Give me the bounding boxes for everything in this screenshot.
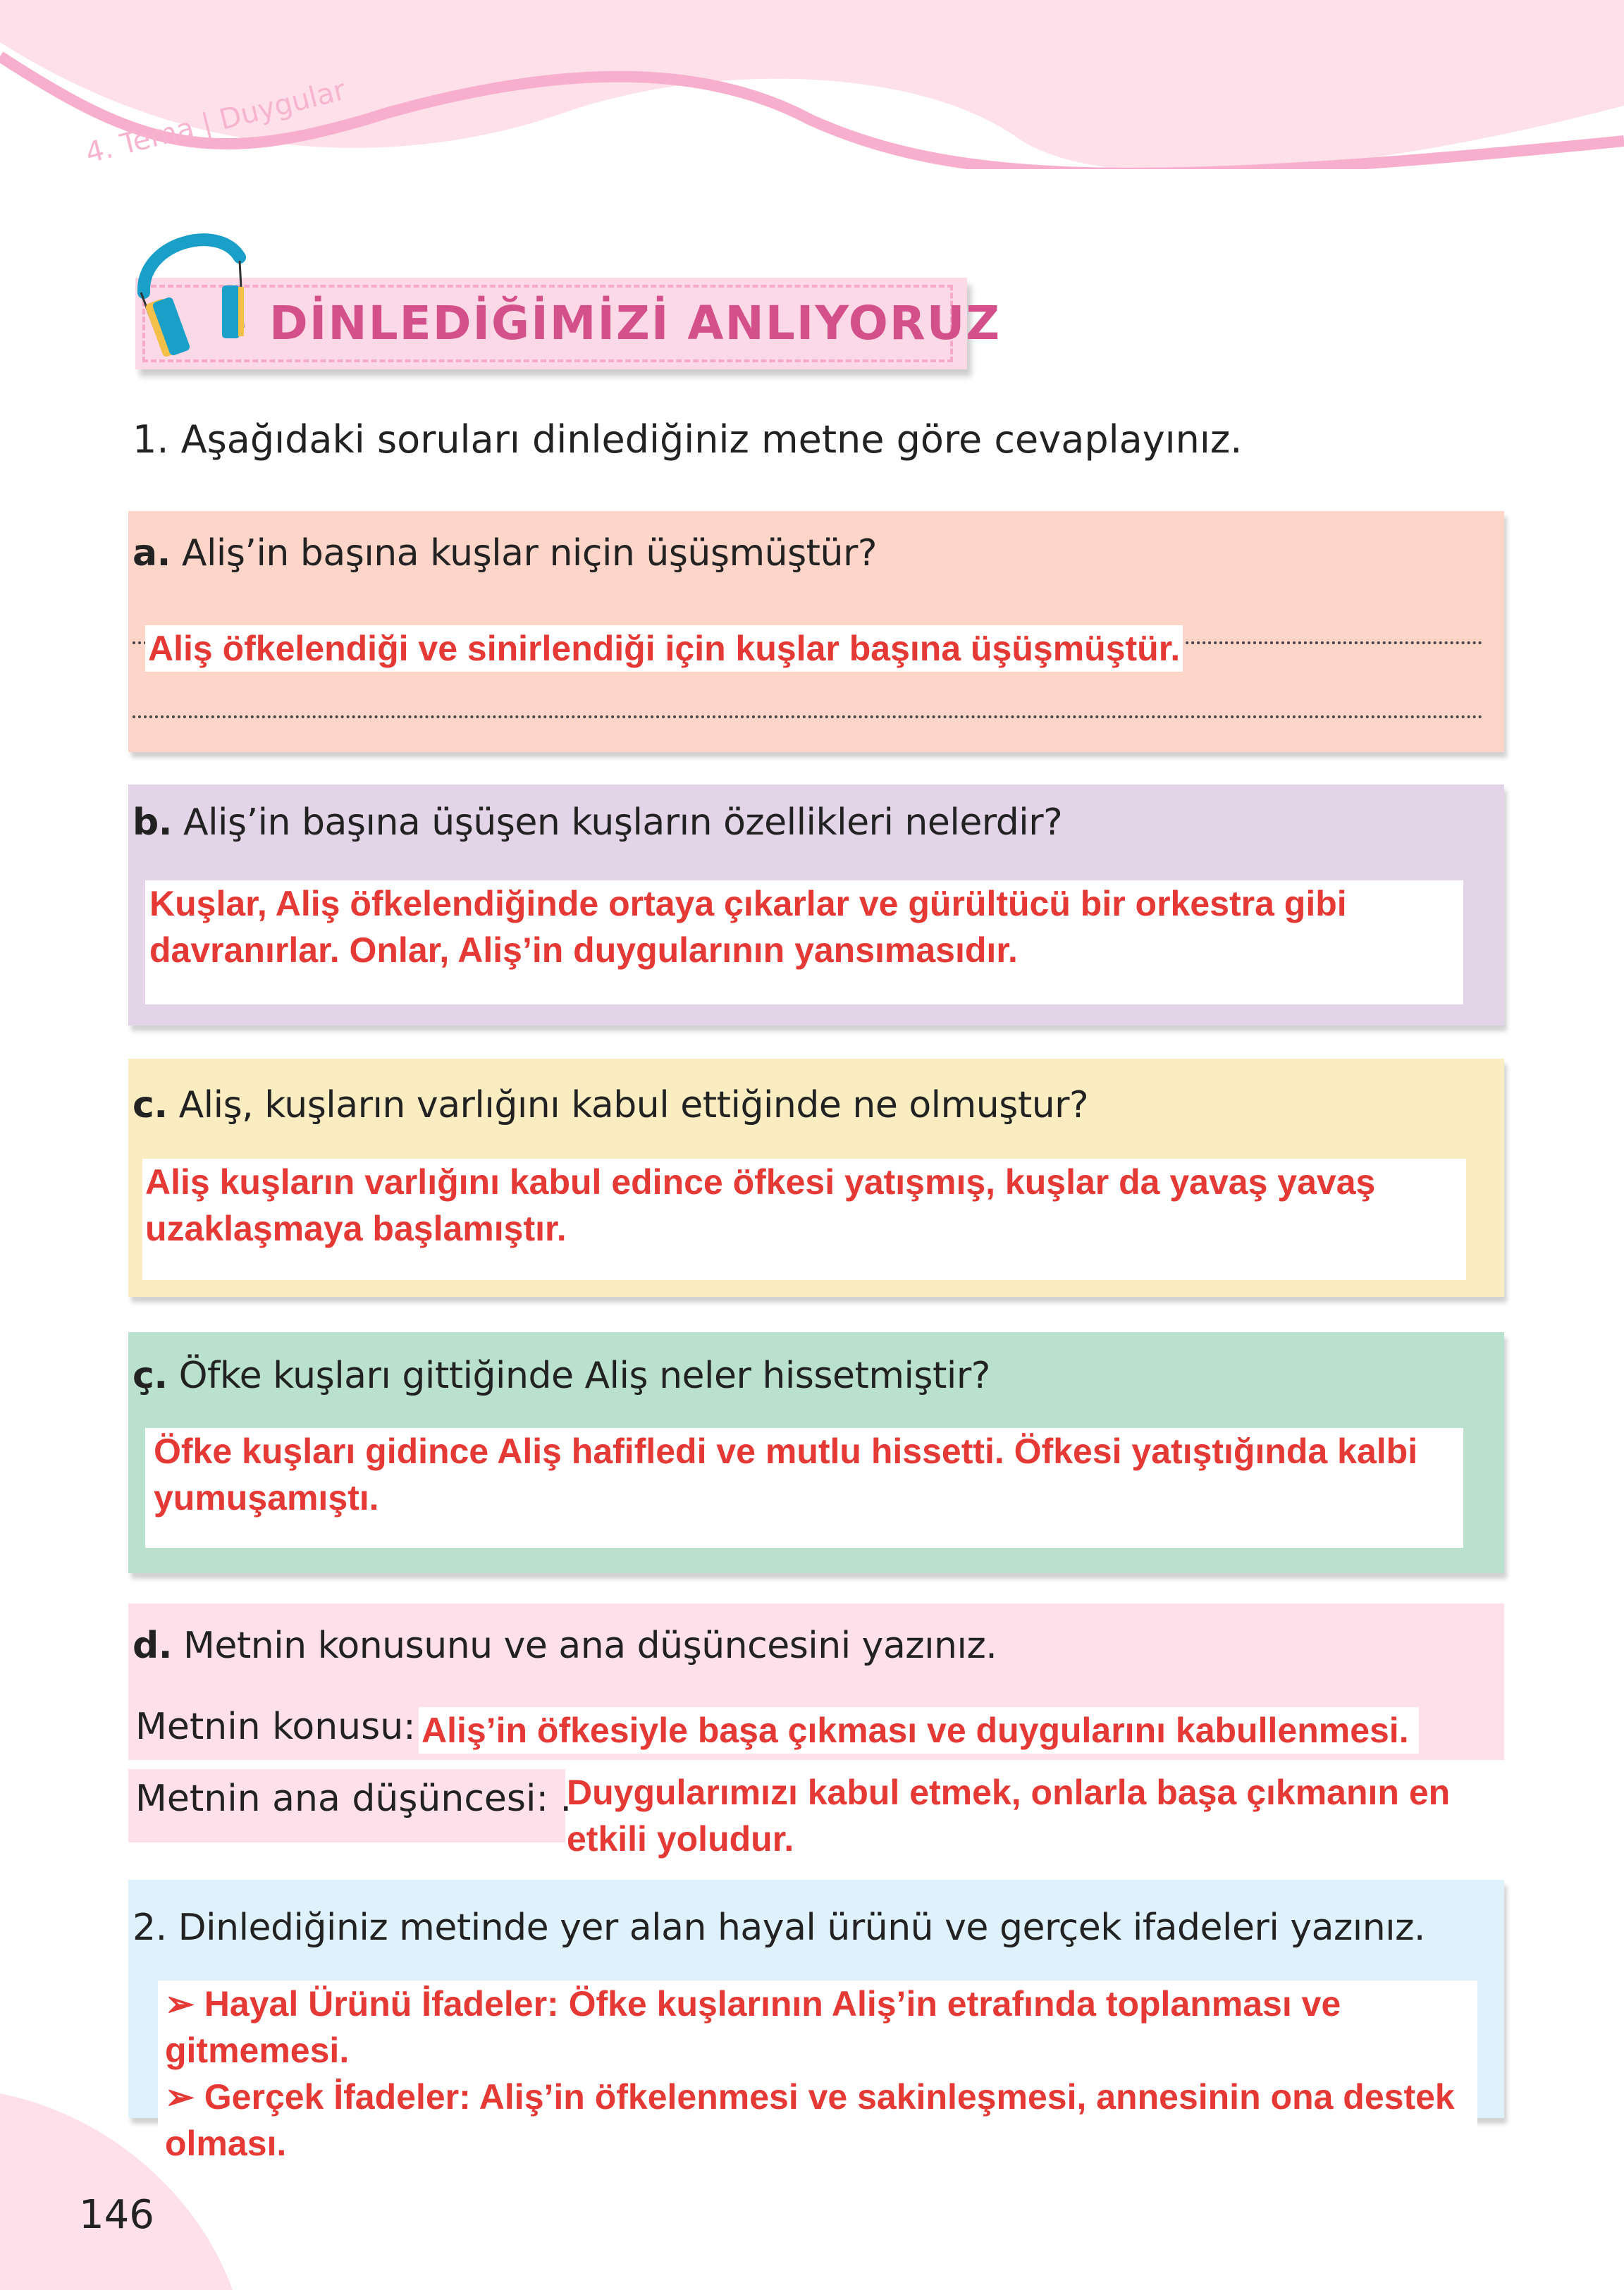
- question-b-card: [128, 784, 1504, 1026]
- question-c-cedilla-card: [128, 1332, 1504, 1573]
- main-idea-label: Metnin ana düşüncesi: .: [135, 1778, 572, 1820]
- question-letter: c.: [133, 1084, 168, 1126]
- instruction: 1. Aşağıdaki soruları dinlediğiniz metne göre cevaplayınız.: [133, 417, 1243, 462]
- question-a-card: [128, 511, 1504, 752]
- question-d-card: [128, 1603, 1504, 1702]
- question-letter: b.: [133, 801, 172, 844]
- topic-label: Metnin konusu:: [135, 1706, 416, 1748]
- question-text: Öfke kuşları gittiğinde Aliş neler hissetmiştir?: [178, 1355, 990, 1397]
- answer-c: Aliş kuşların varlığını kabul edince öfkesi yatışmış, kuşlar da yavaş yavaş uzaklaşmaya başlamıştır.: [142, 1159, 1466, 1280]
- answer-2-real: ➢ Gerçek İfadeler: Aliş’in öfkelenmesi ve sakinleşmesi, annesinin ona destek olması.: [158, 2074, 1477, 2167]
- topic-answer: Aliş’in öfkesiyle başa çıkması ve duygularını kabullenmesi.: [419, 1707, 1419, 1754]
- header-wave: [0, 0, 1624, 169]
- question-2-text: 2. Dinlediğiniz metinde yer alan hayal ürünü ve gerçek ifadeleri yazınız.: [133, 1907, 1425, 1949]
- question-text: Aliş’in başına üşüşen kuşların özellikleri nelerdir?: [183, 801, 1063, 844]
- theme-label: 4. Tema | Duygular: [82, 73, 349, 171]
- answer-2-imaginary: ➢ Hayal Ürünü İfadeler: Öfke kuşlarının Aliş’in etrafında toplanması ve gitmemesi.: [158, 1981, 1477, 2074]
- question-c-card: [128, 1059, 1504, 1297]
- question-text: Metnin konusunu ve ana düşüncesini yazınız.: [183, 1625, 997, 1667]
- page-number: 146: [79, 2192, 154, 2238]
- answer-b: Kuşlar, Aliş öfkelendiğinde ortaya çıkarlar ve gürültücü bir orkestra gibi davranırlar. Onlar, Aliş’in duygularının yansımasıdır.: [145, 880, 1463, 1004]
- question-letter: a.: [133, 532, 171, 574]
- answer-c-cedilla: Öfke kuşları gidince Aliş hafifledi ve mutlu hissetti. Öfkesi yatıştığında kalbi yumuşamıştı.: [145, 1428, 1463, 1548]
- answer-a: Aliş öfkelendiği ve sinirlendiği için kuşlar başına üşüşmüştür.: [145, 625, 1183, 672]
- question-text: Aliş’in başına kuşlar niçin üşüşmüştür?: [181, 532, 877, 574]
- headphones-icon: [134, 229, 261, 363]
- question-text: Aliş, kuşların varlığını kabul ettiğinde ne olmuştur?: [178, 1084, 1089, 1126]
- section-title: DİNLEDİĞİMİZİ ANLIYORUZ: [269, 296, 1002, 350]
- main-idea-answer: Duygularımızı kabul etmek, onlarla başa çıkmanın en etkili yoludur.: [567, 1773, 1451, 1859]
- question-letter: d.: [133, 1625, 172, 1667]
- question-letter: ç.: [133, 1355, 168, 1397]
